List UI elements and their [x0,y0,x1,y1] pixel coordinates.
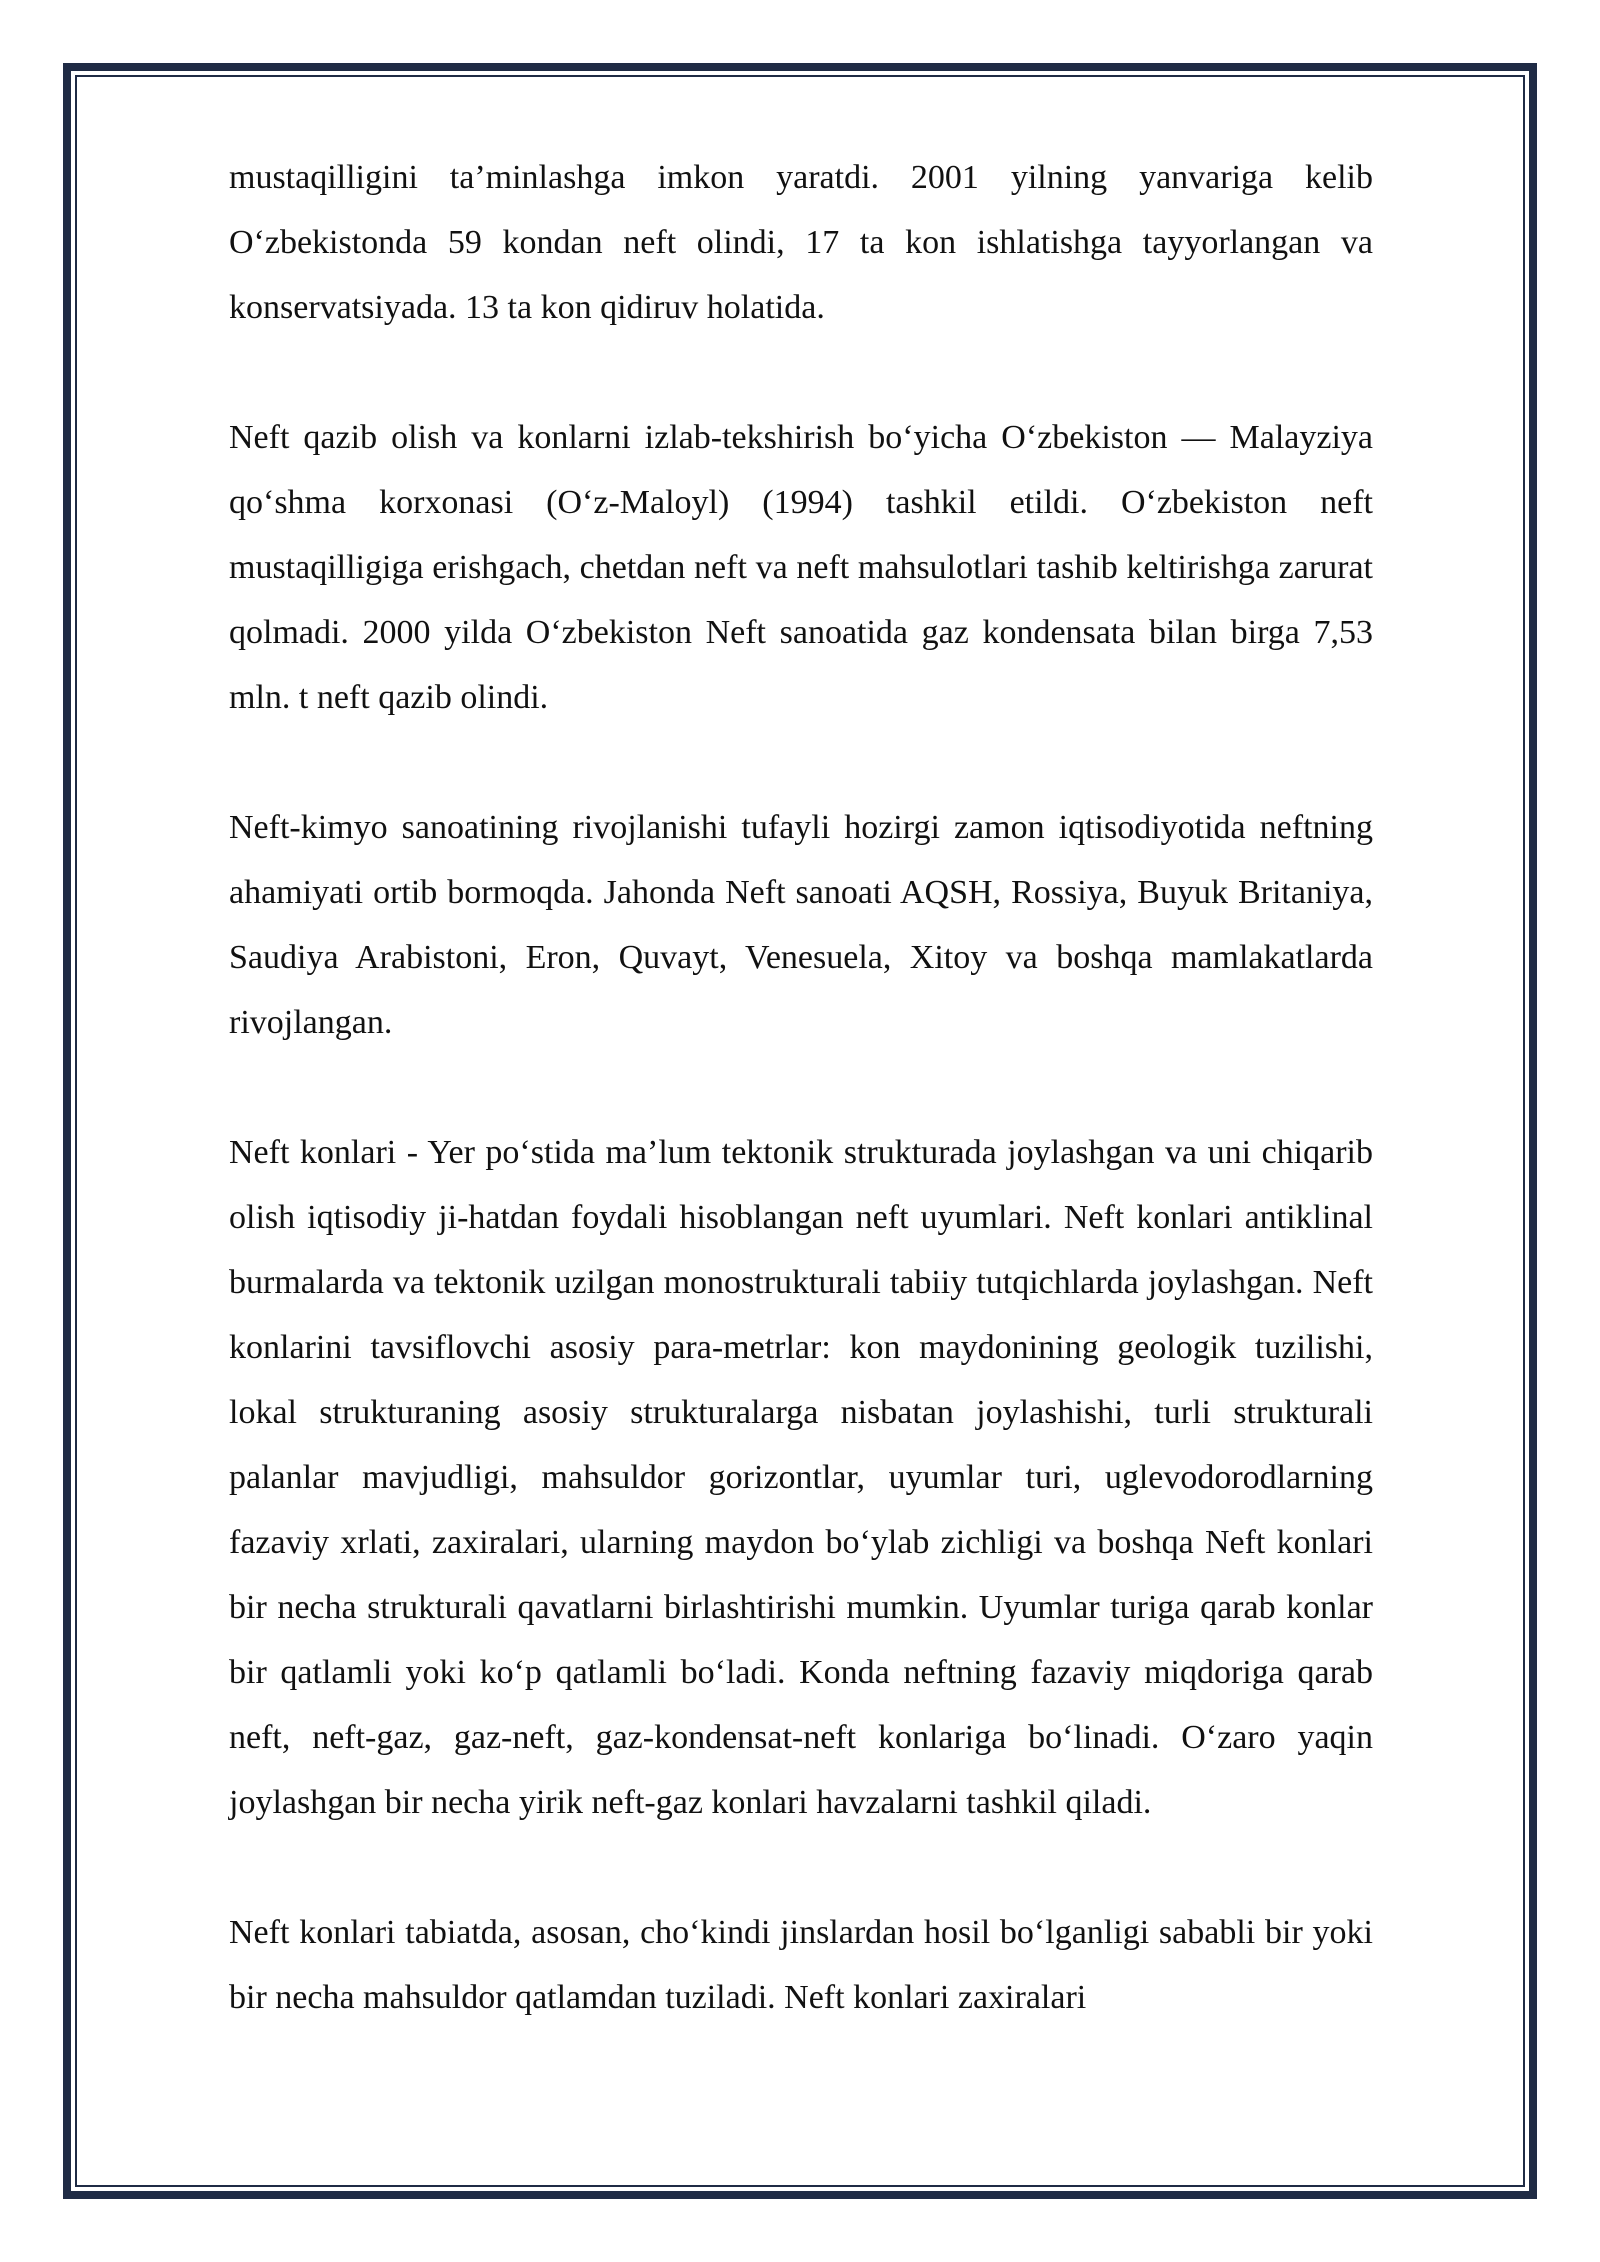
paragraph-4: Neft konlari - Yer po‘stida ma’lum tektonik strukturada joylashgan va uni chiqarib olish iqtisodiy ji-hatdan foydali hisoblangan neft uyumlari. Neft konlari antiklinal burmalarda va tektonik uzilgan monostrukturali tabiiy tutqichlarda joylashgan. Neft konlarini tavsiflovchi asosiy para-metrlar: kon maydonining geologik tuzilishi, lokal strukturaning asosiy strukturalarga nisbatan joylashishi, turli strukturali palanlar mavjudligi, mahsuldor gorizontlar, uyumlar turi, uglevodorodlarning fazaviy xrlati, zaxiralari, ularning maydon bo‘ylab zichligi va boshqa Neft konlari bir necha strukturali qavatlarni birlashtirishi mumkin. Uyumlar turiga qarab konlar bir qatlamli yoki ko‘p qatlamli bo‘ladi. Konda neftning fazaviy miqdoriga qarab neft, neft-gaz, gaz-neft, gaz-kondensat-neft konlariga bo‘linadi. O‘zaro yaqin joylashgan bir necha yirik neft-gaz konlari havzalarni tashkil qiladi. [229,1134,1373,1821]
paragraph-2: Neft qazib olish va konlarni izlab-tekshirish bo‘yicha O‘zbekiston — Malayziya qo‘shma korxonasi (O‘z-Maloyl) (1994) tashkil etildi. O‘zbekiston neft mustaqilligiga erishgach, chetdan neft va neft mahsulotlari tashib keltirishga zarurat qolmadi. 2000 yilda O‘zbekiston Neft sanoatida gaz kondensata bilan birga 7,53 mln. t neft qazib olindi. [229,419,1373,716]
paragraph-5: Neft konlari tabiatda, asosan, cho‘kindi jinslardan hosil bo‘lganligi sababli bir yoki bir necha mahsuldor qatlamdan tuziladi. Neft konlari zaxiralari [229,1914,1373,2016]
paragraph-3: Neft-kimyo sanoatining rivojlanishi tufayli hozirgi zamon iqtisodiyotida neftning ahamiyati ortib bormoqda. Jahonda Neft sanoati AQSH, Rossiya, Buyuk Britaniya, Saudiya Arabistoni, Eron, Quvayt, Venesuela, Xitoy va boshqa mamlakatlarda rivojlangan. [229,809,1373,1041]
document-body [229,145,1373,2030]
paragraph-1: mustaqilligini ta’minlashga imkon yaratdi. 2001 yilning yanvariga kelib O‘zbekistonda 59 kondan neft olindi, 17 ta kon ishlatishga tayyorlangan va konservatsiyada. 13 ta kon qidiruv holatida. [229,159,1373,326]
